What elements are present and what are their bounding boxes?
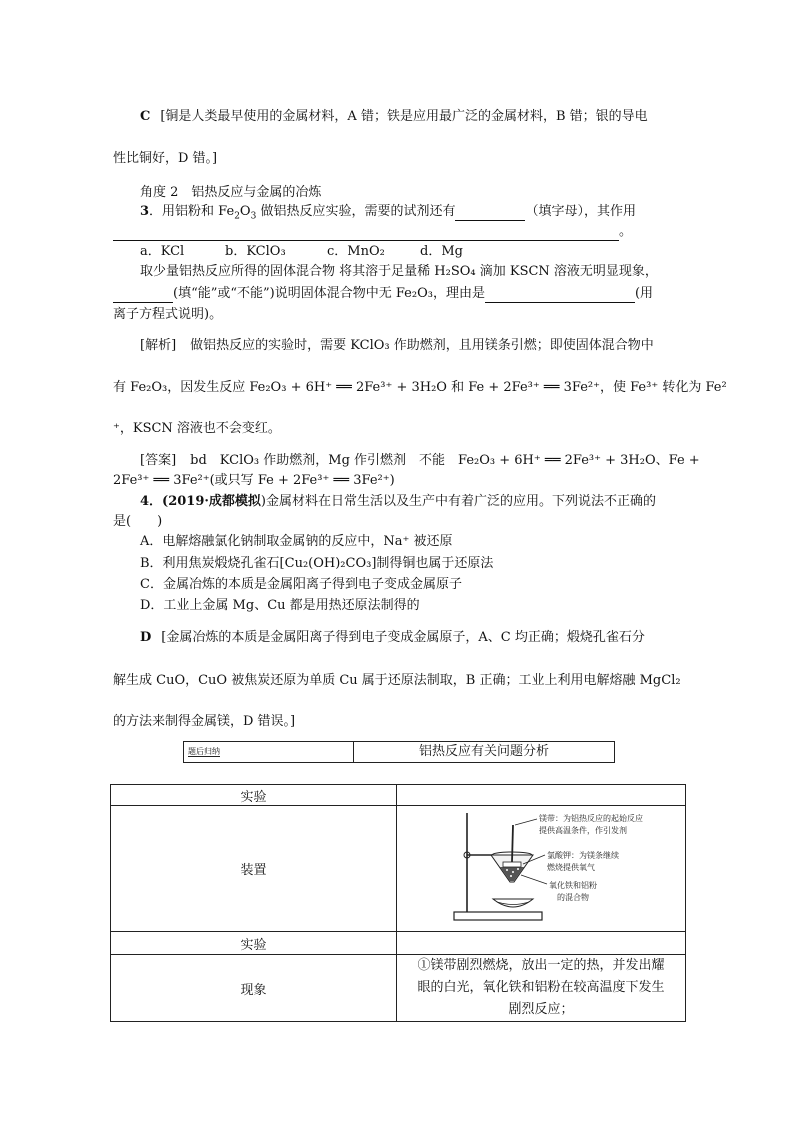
- answer-text: bd KClO₃ 作助燃剂，Mg 作引燃剂 不能 Fe₂O₃ + 6H⁺ ══ 2Fe³⁺ + 3H₂O、Fe +: [190, 453, 700, 468]
- table-cell: 实验: [111, 932, 397, 955]
- q3-blank-2[interactable]: [113, 226, 619, 241]
- analysis-label: [解析]: [140, 338, 177, 353]
- diagram-label: 镁带：为铝热反应的起始反应: [539, 813, 643, 823]
- stand-base: [454, 912, 542, 920]
- analysis-text: 做铝热反应的实验时，需要 KClO₃ 作助燃剂，且用镁条引燃；即使固体混合物中: [190, 338, 654, 353]
- option-c: c．MnO₂: [327, 244, 385, 259]
- diagram-label: 氯酸钾：为镁条继续: [547, 850, 619, 860]
- diagram-label: 提供高温条件，作引发剂: [539, 825, 627, 835]
- q3-text-c: 做铝热反应实验，需要的试剂还有: [256, 204, 456, 219]
- q4-text: )金属材料在日常生活以及生产中有着广泛的应用。下列说法不正确的: [260, 494, 656, 509]
- analysis-line1: [140, 337, 654, 355]
- q3-p2-line2: [113, 285, 653, 303]
- q3-line1: 3．用铝粉和 $Fe_2O_3$ 做铝热反应实验，需要的试剂还有 （填字母），其作用: [140, 204, 636, 222]
- diagram-label: 的混合物: [557, 892, 589, 902]
- table-row: [111, 932, 686, 955]
- q3-p2-text-b: (用: [634, 286, 654, 301]
- answer-c-text: [铜是人类最早使用的金属材料，A 错；铁是应用最广泛的金属材料，B 错；银的导电: [160, 109, 648, 124]
- table-row: [111, 806, 686, 932]
- table-cell: 实验: [111, 785, 397, 806]
- table-row: [111, 785, 686, 806]
- q3-text-a: ．用铝粉和 Fe: [149, 204, 235, 219]
- analysis-line3: ⁺，KSCN 溶液也不会变红。: [113, 421, 281, 436]
- option-b: b．KClO₃: [225, 244, 286, 259]
- q3-line2-end: 。: [619, 224, 633, 239]
- q3-p2-line1: 取少量铝热反应所得的固体混合物 将其溶于足量稀 H₂SO₄ 滴加 KSCN 溶液无明显现象，: [140, 264, 658, 279]
- option-a: a．KCl: [140, 244, 185, 259]
- q3-p2-line3: 离子方程式说明)。: [113, 307, 223, 322]
- diagram-label: 氧化铁和铝粉: [549, 880, 597, 890]
- phenomenon-line: 剧烈反应；: [508, 1002, 574, 1017]
- thermite-apparatus-diagram: [397, 807, 685, 931]
- q4-line1: [140, 493, 656, 511]
- answer-d-text: [金属冶炼的本质是金属阳离子得到电子变成金属原子，A、C 均正确；煅烧孔雀石分: [161, 630, 645, 645]
- answer-block-line1: [140, 452, 700, 470]
- q4-option-b: B．利用焦炭煅烧孔雀石[Cu₂(OH)₂CO₃]制得铜也属于还原法: [140, 556, 494, 571]
- q3-p2-text-a: (填“能”或“不能”)说明固体混合物中无 Fe₂O₃，理由是: [173, 286, 485, 301]
- answer-letter: C: [140, 109, 151, 124]
- q3-text-d: （填字母），其作用: [525, 204, 636, 219]
- q4-option-c: C．金属冶炼的本质是金属阳离子得到电子变成金属原子: [140, 577, 462, 592]
- option-d: d．Mg: [420, 244, 463, 259]
- banner-title: 铝热反应有关问题分析: [418, 744, 549, 759]
- q3-text-b: O: [239, 204, 251, 219]
- answer-block-line2: 2Fe³⁺ ══ 3Fe²⁺(或只写 Fe + 2Fe³⁺ ══ 3Fe²⁺): [113, 473, 395, 488]
- answer-letter: D: [140, 630, 152, 645]
- phenomenon-line: 眼的白光，氧化铁和铝粉在较高温度下发生: [417, 980, 665, 995]
- phenomenon-line: ①镁带剧烈燃烧，放出一定的热，并发出耀: [417, 958, 665, 973]
- q4-line2: 是( ): [113, 514, 163, 529]
- kclo3-layer: [503, 862, 521, 867]
- table-cell: [397, 785, 686, 806]
- answer-c-line1: [113, 108, 648, 126]
- banner-tag-text: 题后归纳: [188, 747, 220, 756]
- magnesium-ribbon: [512, 825, 513, 862]
- q3-number: 3: [140, 204, 150, 219]
- q3-blank-4[interactable]: [485, 288, 635, 303]
- answer-label: [答案]: [140, 453, 177, 468]
- q3-blank-1[interactable]: [455, 206, 525, 221]
- answer-d-line1: [113, 629, 645, 647]
- table-row: [111, 955, 686, 1022]
- analysis-line2: 有 Fe₂O₃，因发生反应 Fe₂O₃ + 6H⁺ ══ 2Fe³⁺ + 3H₂O 和 Fe + 2Fe³⁺ ══ 3Fe²⁺，使 Fe³⁺ 转化为 Fe²: [113, 380, 727, 395]
- q4-option-a: A．电解熔融氯化钠制取金属钠的反应中，Na⁺ 被还原: [140, 534, 453, 549]
- banner-tag: [184, 742, 354, 762]
- table-cell: 装置: [111, 806, 397, 932]
- section-heading: 角度 2 铝热反应与金属的冶炼: [140, 185, 322, 200]
- phenomenon-cell: [397, 955, 686, 1022]
- answer-d-line2: 解生成 CuO，CuO 被焦炭还原为单质 Cu 属于还原法制取，B 正确；工业上利用电解熔融 MgCl₂: [113, 673, 681, 688]
- q4-number: 4．(: [140, 494, 169, 509]
- table-cell: 现象: [111, 955, 397, 1022]
- summary-banner: [183, 741, 615, 763]
- q3-line2: [113, 223, 632, 241]
- diagram-label: 燃烧提供氧气: [547, 862, 595, 872]
- q3-options: [140, 243, 463, 261]
- summary-table: [110, 784, 686, 1022]
- mixture: [500, 867, 524, 881]
- table-cell: [397, 932, 686, 955]
- q3-blank-3[interactable]: [113, 288, 173, 303]
- q4-option-d: D．工业上金属 Mg、Cu 都是用热还原法制得的: [140, 598, 420, 613]
- answer-c-line2: 性比铜好，D 错。]: [113, 151, 218, 166]
- apparatus-cell: [397, 806, 686, 932]
- q4-source: 2019·成都模拟: [168, 494, 261, 509]
- answer-d-line3: 的方法来制得金属镁，D 错误。]: [113, 714, 296, 729]
